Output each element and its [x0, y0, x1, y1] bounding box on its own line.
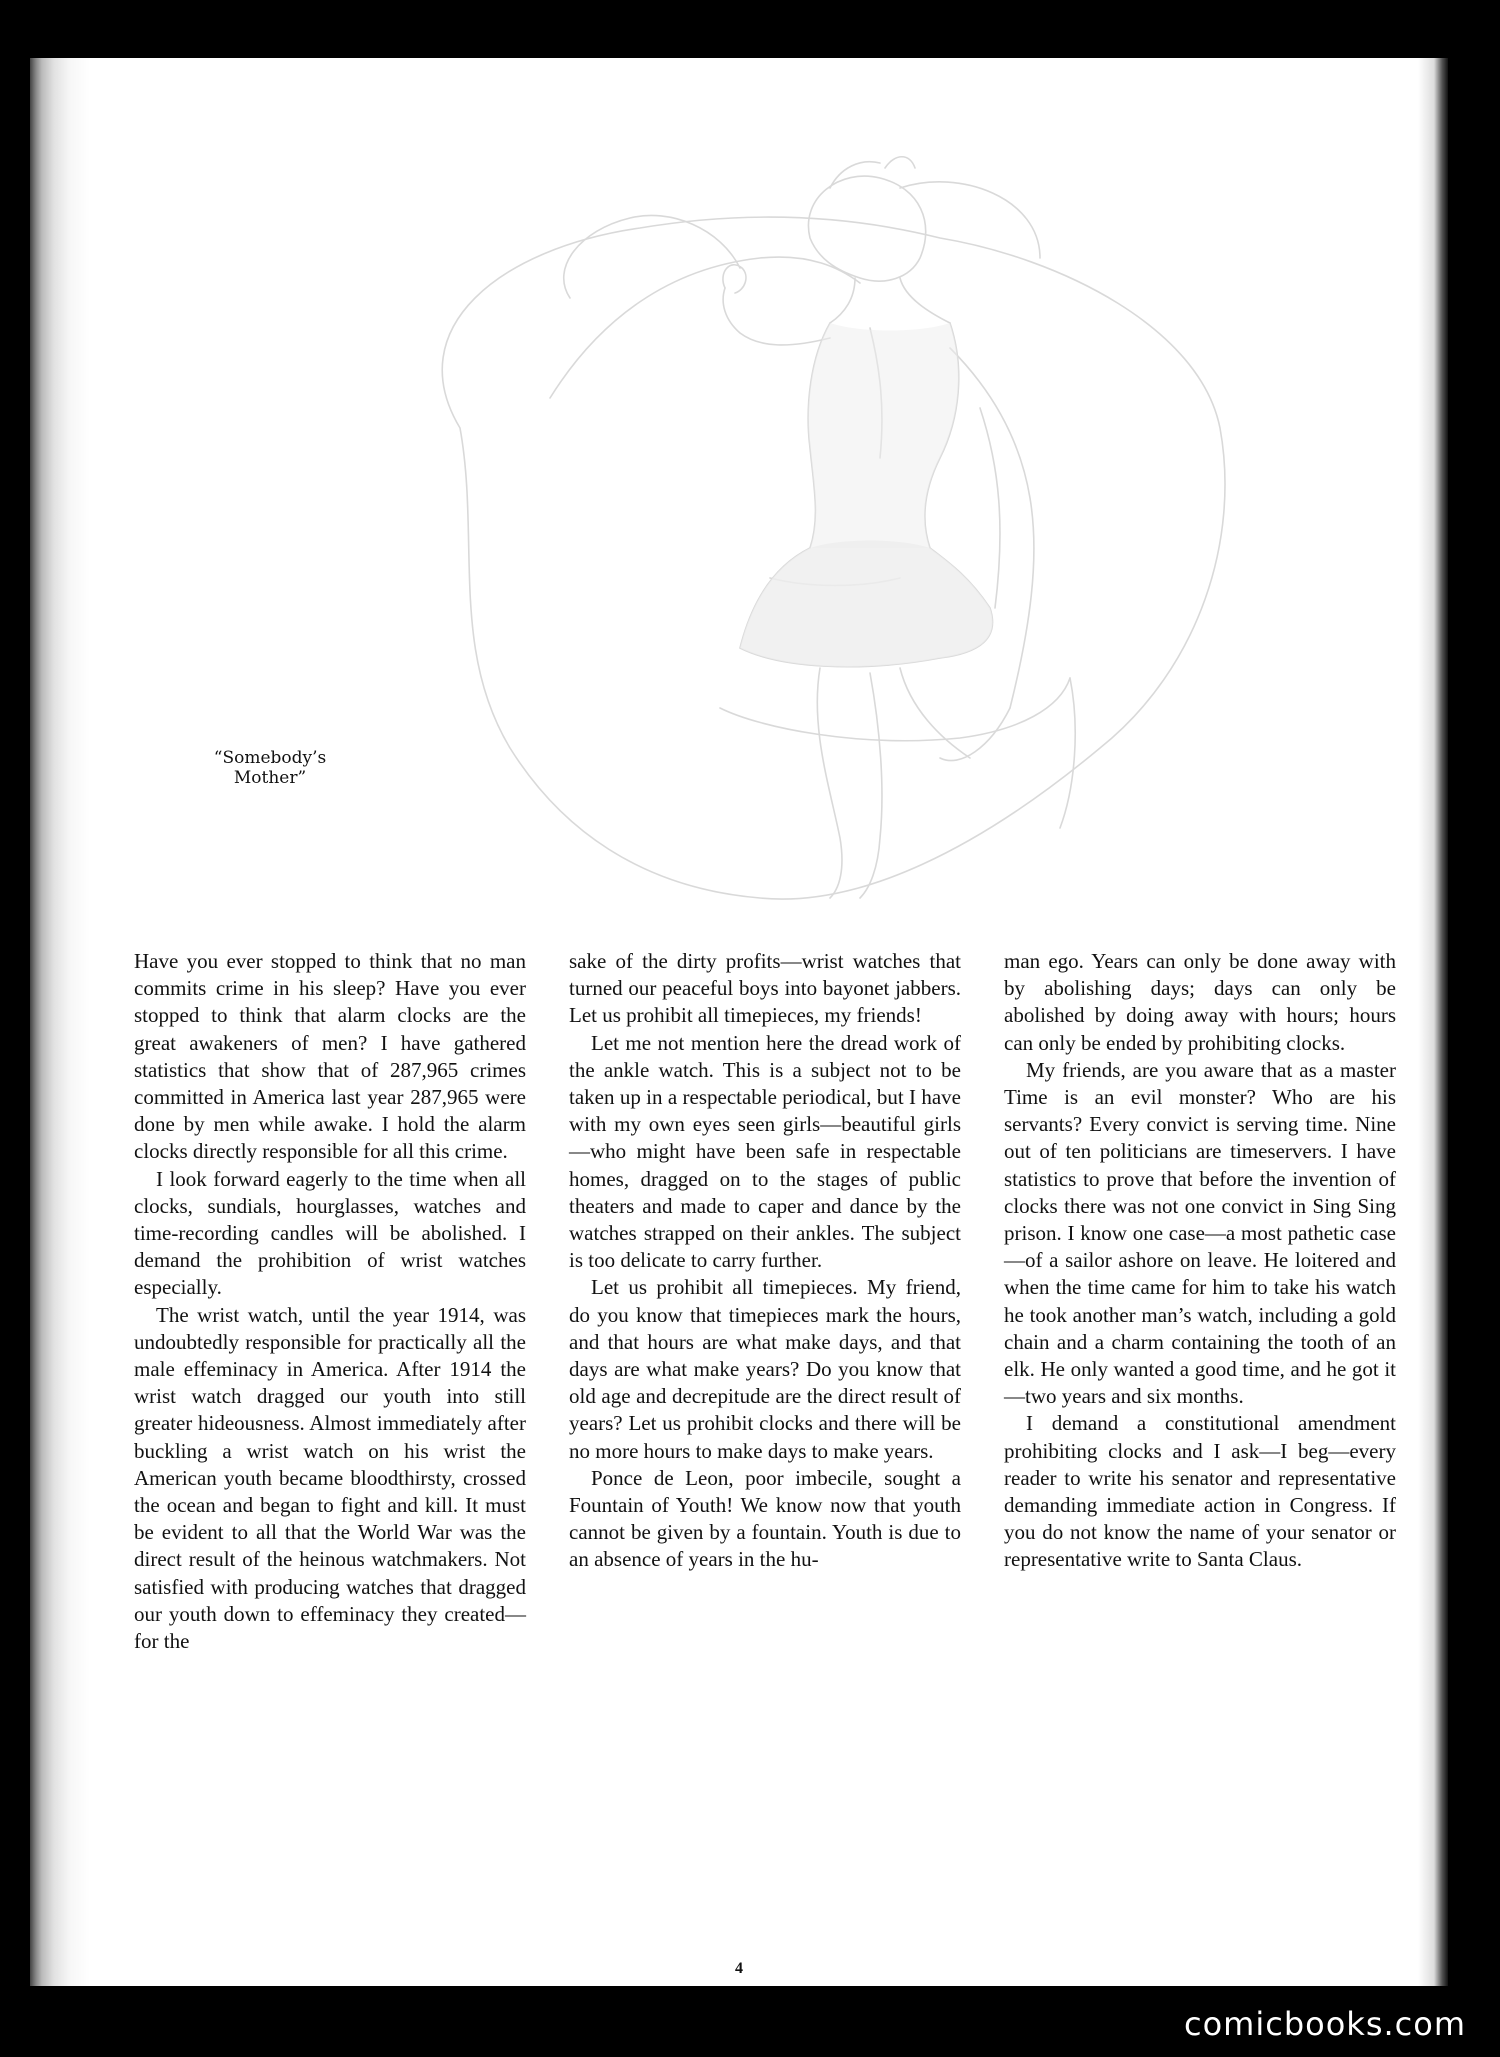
- paragraph: Ponce de Leon, poor imbecile, sought a Fountain of Youth! We know now that youth cannot be given by a fountain. Youth is due to an absence of years in the hu-: [569, 1465, 961, 1572]
- page-number: 4: [735, 1960, 743, 1977]
- page-edge: [1418, 58, 1448, 1986]
- caption-line-1: “Somebody’s: [213, 748, 327, 768]
- paragraph: The wrist watch, until the year 1914, was undoubtedly responsible for practically all the male effeminacy in America. After 1914 the wrist watch dragged our youth into still greater hideousness. Almost immediately after buckling a wrist watch on his wrist the American youth became bloodthirsty, crossed the ocean and began to fight and kill. It must be evident to all that the World War was the direct result of the heinous watchmakers. Not satisfied with producing watches that dragged our youth down to effeminacy they created—for the: [134, 1302, 526, 1654]
- paragraph: My friends, are you aware that as a master Time is an evil monster? Who are his servants? Every convict is serving time. Nine out of ten politicians are timeservers. I have statistics to prove that before the invention of clocks there was not one convict in Sing Sing prison. I know one case—a most pathetic case—of a sailor ashore on leave. He loitered and when the time came for him to take his watch he took another man’s watch, including a gold chain and a charm containing the tooth of an elk. He only wanted a good time, and he got it—two years and six months.: [1004, 1057, 1396, 1409]
- paragraph: man ego. Years can only be done away with by abolishing days; days can only be abolished by doing away with hours; hours can only be ended by prohibiting clocks.: [1004, 949, 1396, 1055]
- caption-line-2: Mother”: [233, 768, 307, 788]
- binding-shadow: [30, 58, 90, 1986]
- column-1: [134, 948, 526, 1948]
- magazine-page: [30, 58, 1448, 1986]
- paragraph: I demand a constitutional amendment prohibiting clocks and I ask—I beg—every reader to write his senator and representative demanding immediate action in Congress. If you do not know the name of your senator or representative write to Santa Claus.: [1004, 1411, 1396, 1572]
- illustration-seated-woman: [340, 108, 1280, 968]
- paragraph: Let me not mention here the dread work of the ankle watch. This is a subject not to be taken up in a respectable periodical, but I have with my own eyes seen girls—beautiful girls—who might have been safe in respectable homes, dragged on to the stages of public theaters and made to caper and dance by the watches strapped on their ankles. The subject is too delicate to carry further.: [569, 1030, 961, 1273]
- column-2: [569, 948, 961, 1948]
- paragraph: sake of the dirty profits—wrist watches that turned our peaceful boys into bayonet jabbers. Let us prohibit all timepieces, my friends!: [569, 949, 961, 1028]
- watermark: comicbooks.com: [1183, 2005, 1466, 2043]
- paragraph: I look forward eagerly to the time when all clocks, sundials, hourglasses, watches and time-recording candles will be abolished. I demand the prohibition of wrist watches especially.: [134, 1166, 526, 1300]
- column-3: [1004, 948, 1396, 1948]
- illustration-caption: [170, 748, 370, 788]
- paragraph: Have you ever stopped to think that no man commits crime in his sleep? Have you ever stopped to think that alarm clocks are the great awakeners of men? I have gathered statistics that show that of 287,965 crimes committed in America last year 287,965 were done by men while awake. I hold the alarm clocks directly responsible for all this crime.: [134, 949, 526, 1164]
- paragraph: Let us prohibit all timepieces. My friend, do you know that timepieces mark the hours, and that hours are what make days, and that days are what make years? Do you know that old age and decrepitude are the direct result of years? Let us prohibit clocks and there will be no more hours to make days to make years.: [569, 1275, 961, 1463]
- article-columns: [134, 948, 1396, 1948]
